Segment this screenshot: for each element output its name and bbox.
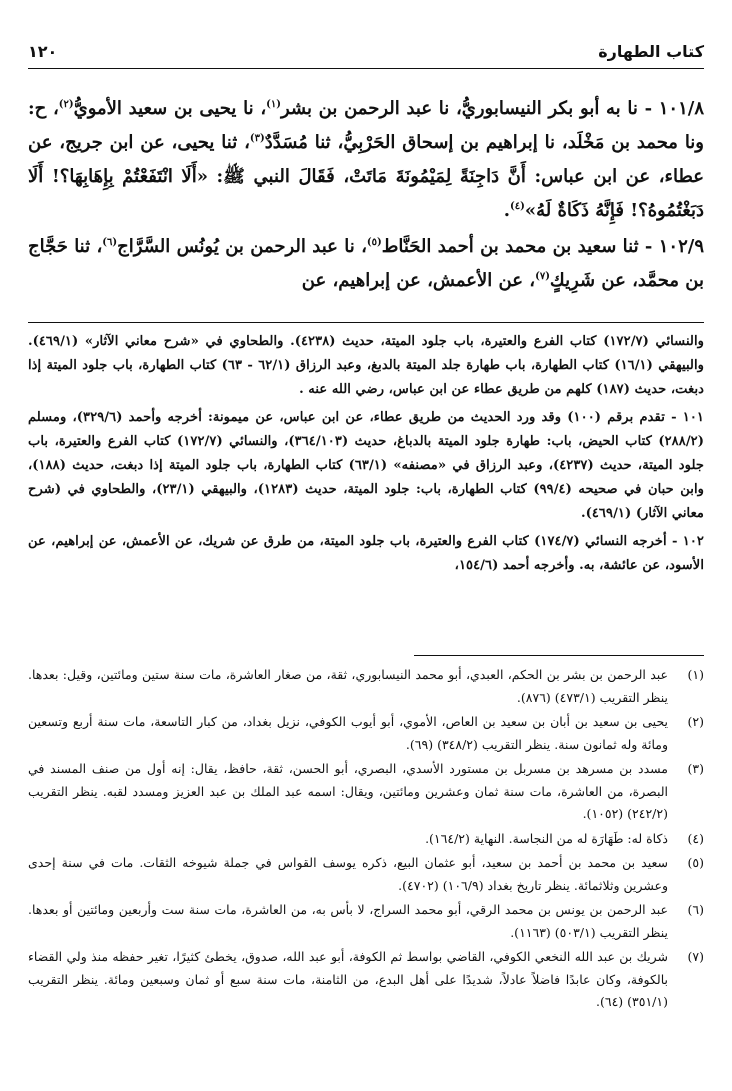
footnote-text: شريك بن عبد الله النخعي الكوفي، القاضي بواسط ثم الكوفة، أبو عبد الله، صدوق، يخطئ كثيرًا، تغير حفظه منذ ولي القضاء بالكوفة، وكان عابدًا فاضلاً عادلاً، شديدًا على أهل البدع، من الثامنة، مات سنة سبع أو ثمان وسبعين ومائة. ينظر التقريب (٣٥١/١) (٦٤). (28, 949, 668, 1009)
footnote-text: ذكاة له: طَهَارَة له من النجاسة. النهاية (١٦٤/٢). (425, 830, 668, 846)
footnote-number: (٧) (687, 949, 704, 964)
footnote-ref-1: (١) (266, 99, 281, 110)
footnote (28, 758, 704, 826)
footnote (28, 664, 704, 709)
footnote-number: (٣) (687, 761, 704, 776)
hadith-101-part5: . (503, 200, 510, 221)
footnote-ref-2: (٢) (58, 99, 74, 110)
hadith-101-part1: ١٠١/٨ - نا به أبو بكر النيسابوريُّ، نا عبد الرحمن بن بشر (280, 98, 704, 119)
hadith-102-part1: ١٠٢/٩ - ثنا سعيد بن محمد بن أحمد الحَنَّاط (381, 236, 705, 257)
footnote-ref-4: (٤) (509, 201, 525, 212)
footnote (28, 946, 704, 1014)
takhrij-notes (28, 330, 704, 578)
takhrij-paragraph: والنسائي (١٧٢/٧) كتاب الفرع والعتيرة، باب جلود الميتة، حديث (٤٢٣٨). والطحاوي في «شرح معاني الآثار» (٤٦٩/١). والبيهقي (١٦/١) كتاب الطهارة، باب طهارة جلد الميتة بالدبغ، وعبد الرزاق (٦٢/١ - ٦٣) كتاب الطهارة، باب جلود الميتة إذا دبغت، حديث (١٨٧) كلهم من طريق عطاء عن ابن عباس، رضي الله عنه . (28, 334, 704, 397)
hadith-102 (28, 230, 704, 298)
footnote-text: سعيد بن محمد بن أحمد بن سعيد، أبو عثمان البيع، ذكره يوسف القواس في جملة شيوخه الثقات. مات في سنة إحدى وعشرين وثلاثمائة. ينظر تاريخ بغداد (١٠٦/٩) (٤٧٠٢). (28, 855, 668, 893)
takhrij-paragraph: ١٠١ - تقدم برقم (١٠٠) وقد ورد الحديث من طريق عطاء، عن ابن عباس، عن ميمونة: أخرجه وأحمد (٣٢٩/٦)، ومسلم (٢٨٨/٢) كتاب الحيض، باب: طهارة جلود الميتة بالدباغ، حديث (٣٦٤/١٠٣)، والنسائي (١٧٢/٧) كتاب الفرع والعتيرة، باب جلود الميتة، حديث (٤٢٣٧)، وعبد الرزاق في «مصنفه» (٦٣/١) كتاب الطهارة، باب جلود الميتة إذا دبغت، حديث (١٨٨)، وابن حبان في صحيحه (٩٩/٤) كتاب الطهارة، باب: جلود الميتة، حديث (١٢٨٣)، والبيهقي (٢٣/١)، والطحاوي في (شرح معاني الآثار) (٤٦٩/١). (28, 410, 705, 521)
hadith-102-part3: ، ثنا حَجَّاج بن محمَّد، عن شَرِيكٍ (28, 236, 704, 291)
footnote-text: مسدد بن مسرهد بن مسربل بن مستورد الأسدي، البصري، أبو الحسن، ثقة، حافظ، يقال: إنه أول من صنف المسند في البصرة، من العاشرة، مات سنة ثمان وعشرين ومائتين، ويقال: اسمه عبد الملك بن عبد العزيز ومسدد لقبه. ينظر التقريب (٢٤٢/٢) (١٠٥٢). (28, 761, 668, 821)
footnote-text: يحيى بن سعيد بن أبان بن سعيد بن العاص، الأموي، أبو أيوب الكوفي، نزيل بغداد، من كبار التاسعة، مات سنة أربع وتسعين ومائة وله ثمانون سنة. ينظر التقريب (٣٤٨/٢) (٦٩). (28, 714, 668, 752)
footnote-ref-6: (٦) (102, 237, 118, 248)
hadith-102-part2: ، نا عبد الرحمن بن يُونُس السَّرَّاج (117, 236, 367, 257)
hadith-101-part4: ، ثنا يحيى، عن ابن جريج، عن عطاء، عن ابن عباس: أَنَّ دَاجِنَةً لِمَيْمُونَةَ مَاتَتْ، فَقَالَ النبي ﷺ: «أَلَا انْتَفَعْتُمْ بِإِهَابِهَا؟! أَلَا دَبَغْتُمُوهُ؟! فَإِنَّهُ ذَكَاةٌ لَهُ» (28, 132, 704, 221)
footnote-number: (٤) (687, 830, 704, 846)
page-header (28, 42, 704, 69)
takhrij-paragraph: ١٠٢ - أخرجه النسائي (١٧٤/٧) كتاب الفرع والعتيرة، باب جلود الميتة، من طرق عن شريك، عن الأعمش، عن إبراهيم، عن الأسود، عن عائشة، به. وأخرجه أحمد (١٥٤/٦، (28, 534, 704, 573)
footnotes (28, 664, 704, 1016)
footnote-number: (٢) (687, 714, 704, 729)
separator-line (28, 322, 704, 323)
footnote (28, 899, 704, 944)
footnote-number: (٥) (687, 855, 704, 870)
footnote-text: عبد الرحمن بن بشر بن الحكم، العبدي، أبو محمد النيسابوري، ثقة، من صغار العاشرة، مات سنة ستين ومائتين، وقيل: بعدها. ينظر التقريب (٤٧٣/١) (٨٧٦). (28, 667, 668, 705)
footnote-ref-7: (٧) (535, 271, 550, 282)
footnote (28, 711, 704, 756)
hadith-101-part3: ، ح: ونا محمد بن مَخْلَد، نا إبراهيم بن إسحاق الحَرْبِيُّ، ثنا مُسَدَّدٌ (28, 98, 705, 153)
book-title: كتاب الطهارة (598, 42, 704, 61)
footnote-ref-3: (٣) (249, 133, 265, 144)
footnote (28, 828, 704, 851)
page-number: ١٢٠ (28, 42, 58, 61)
hadith-101 (28, 92, 704, 228)
footnote (28, 852, 704, 897)
hadith-102-part4: ، عن الأعمش، عن إبراهيم، عن (301, 270, 536, 291)
hadith-101-part2: ، نا يحيى بن سعيد الأمويُّ (73, 98, 267, 119)
footnote-number: (٦) (687, 902, 704, 917)
footnote-text: عبد الرحمن بن يونس بن محمد الرقي، أبو محمد السراج، لا بأس به، من العاشرة، مات سنة ست وأربعين ومائتين أو بعدها. ينظر التقريب (٥٠٣/١) (١١٦٣). (28, 902, 668, 940)
footnote-ref-5: (٥) (366, 237, 382, 248)
footnote-number: (١) (687, 667, 704, 682)
footnote-separator (414, 655, 704, 656)
main-text (28, 92, 704, 298)
